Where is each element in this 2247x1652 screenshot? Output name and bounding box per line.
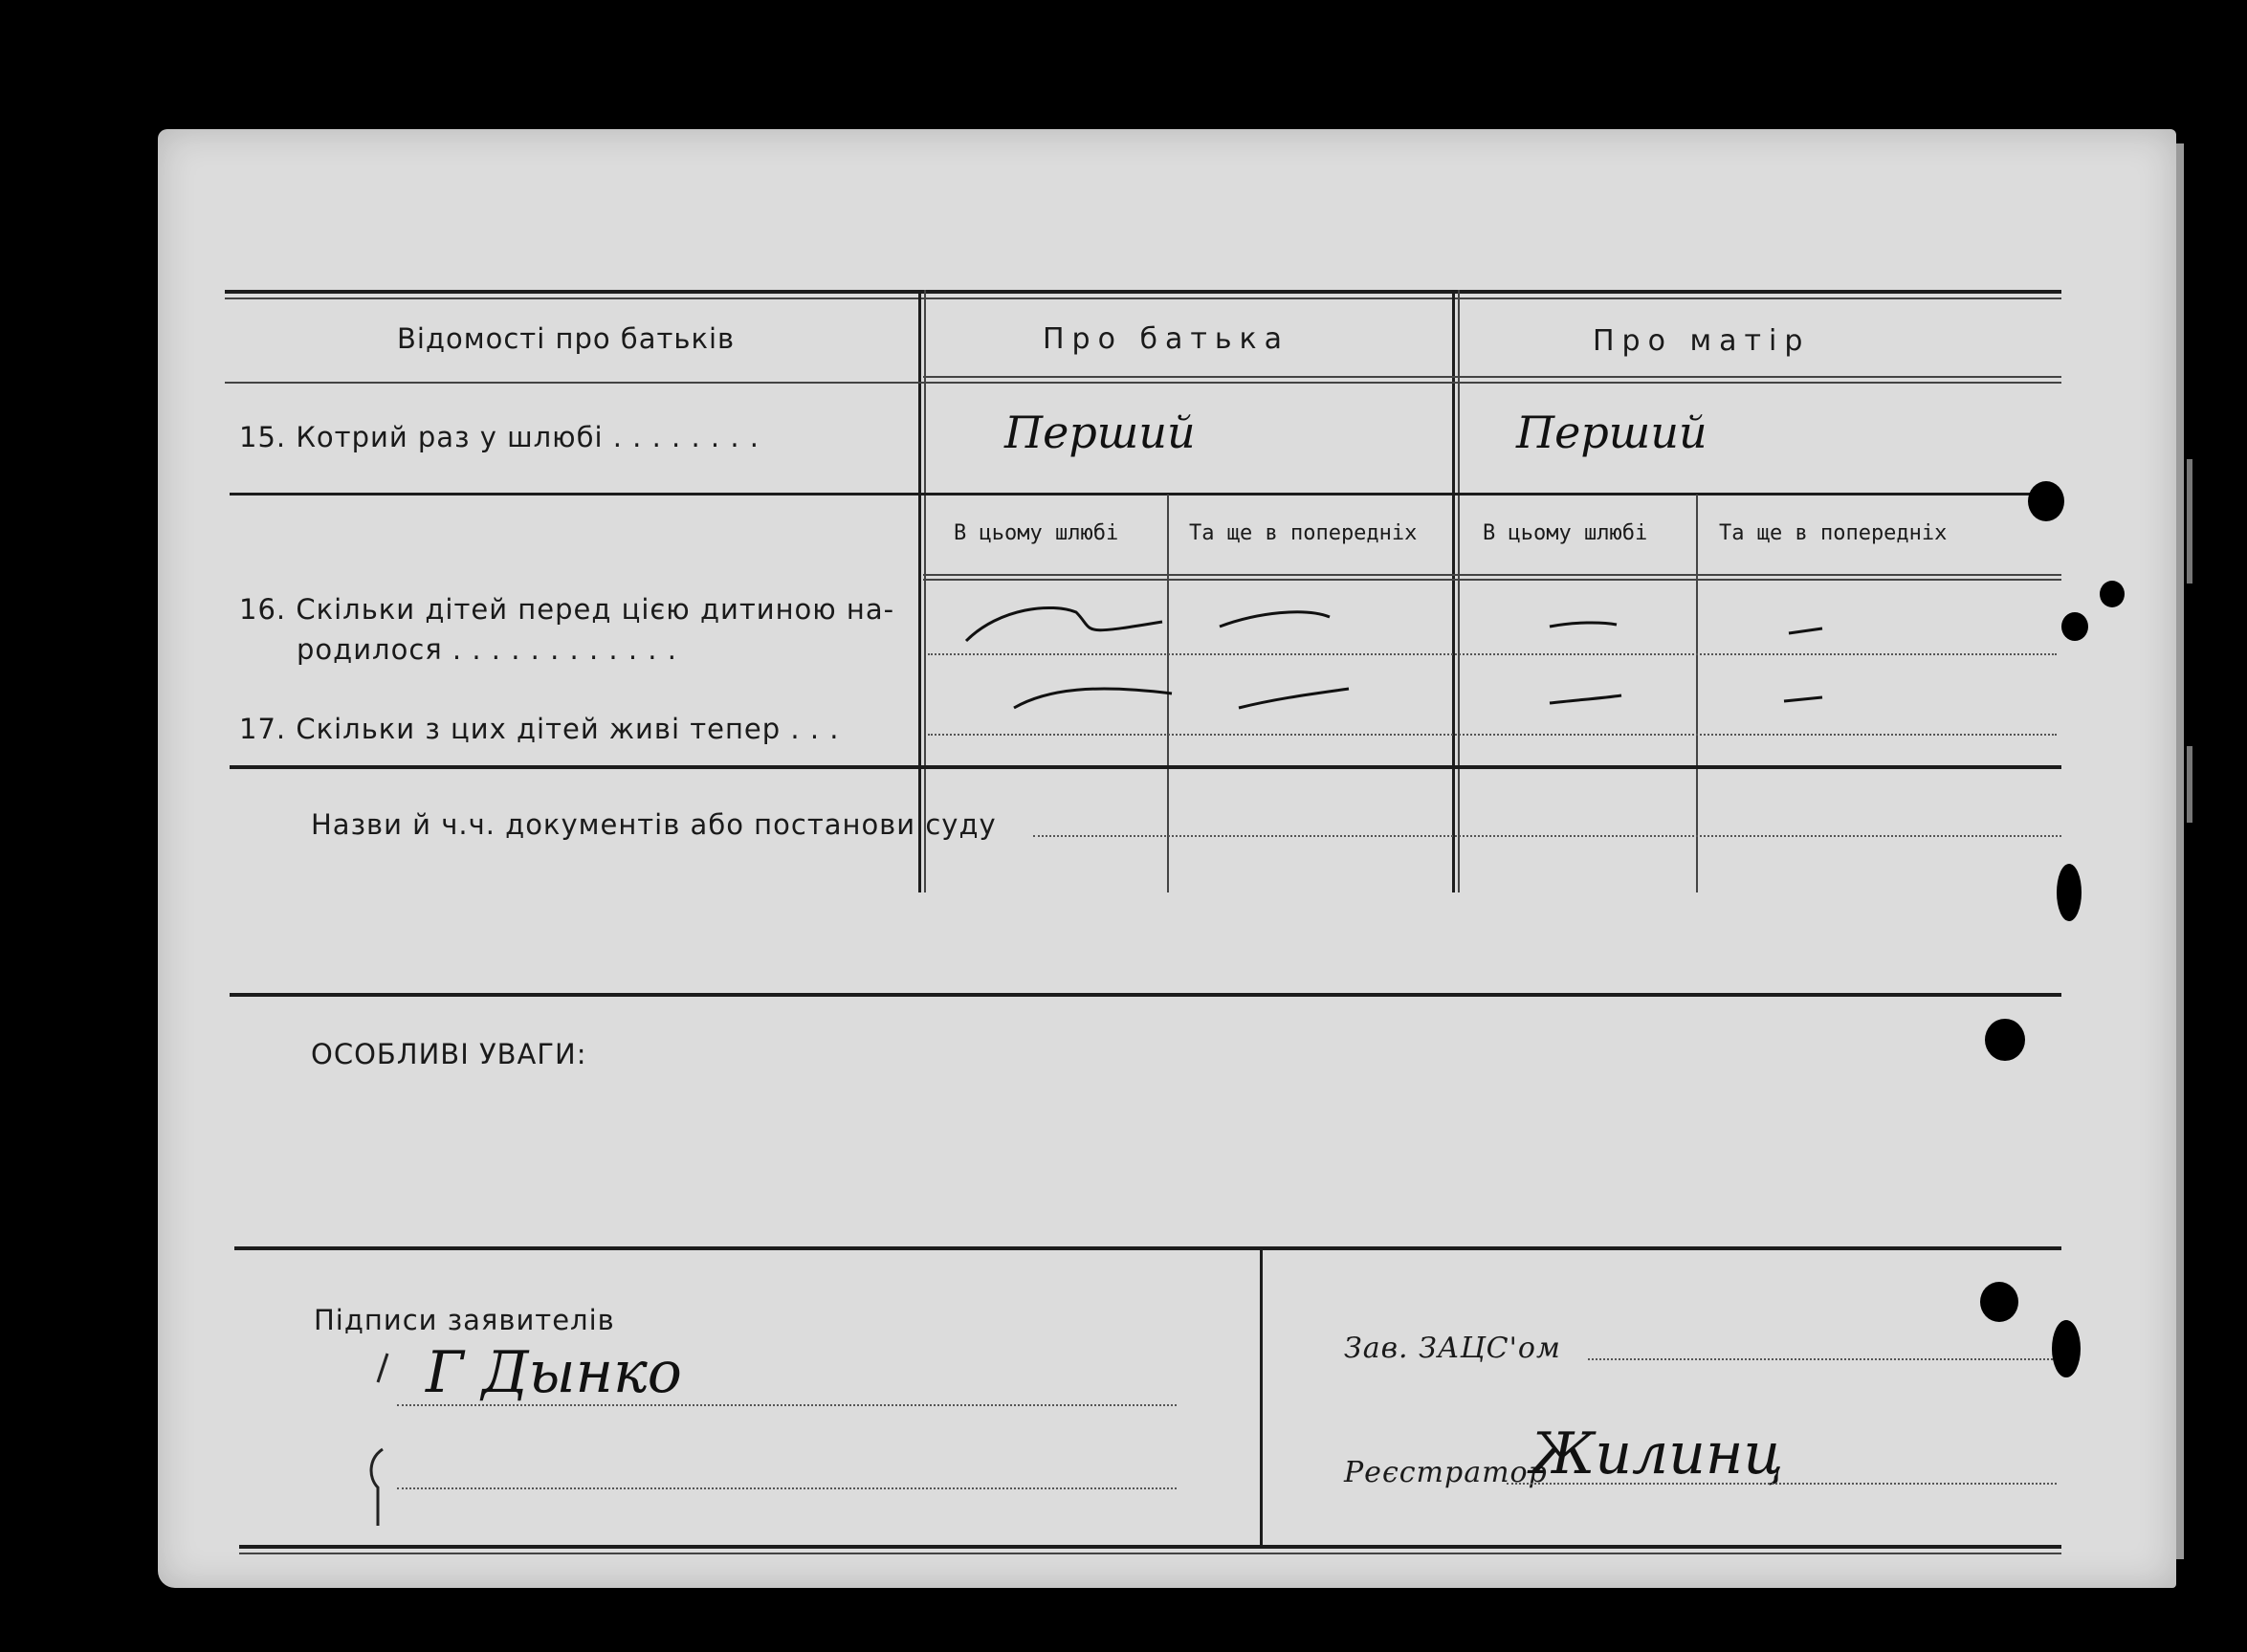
punch-hole [1980, 1282, 2018, 1322]
punch-hole [2052, 1320, 2081, 1377]
row17-bottom-rule [230, 765, 2061, 769]
row15-father-value: Перший [1004, 407, 1196, 458]
row15-label: 15. Котрий раз у шлюбі . . . . . . . . [239, 421, 760, 453]
applicants-label: Підписи заявителів [314, 1304, 615, 1336]
header-about-mother: Про матір [1593, 324, 1811, 358]
remarks-label: ОСОБЛИВІ УВАГИ: [311, 1038, 587, 1070]
signatures-top-rule [234, 1246, 2061, 1250]
sub-mother-this-marriage: В цьому шлюбі [1483, 521, 1648, 545]
row16-label-line1: 16. Скільки дітей перед цією дитиною на- [239, 593, 895, 626]
header-about-father: Про батька [1043, 322, 1290, 356]
registrar-signature-line [1507, 1483, 2057, 1485]
punch-hole [2100, 581, 2125, 607]
punch-hole [2057, 864, 2082, 921]
documents-dotted-line [1033, 835, 2061, 837]
page-edge [2187, 746, 2192, 823]
punch-hole [1985, 1019, 2025, 1061]
row16-row17-dash-marks [158, 129, 2176, 894]
sub-father-previous: Та ще в попередніх [1189, 521, 1418, 545]
bottom-rule [239, 1545, 2061, 1549]
form-sheet [158, 129, 2176, 1588]
row15-mother-value: Перший [1516, 407, 1707, 458]
punch-hole [2028, 481, 2064, 521]
page-edge [2187, 459, 2192, 584]
applicant-signature: Г Дынко [426, 1339, 682, 1406]
row16-label-line2: родилося . . . . . . . . . . . . [297, 633, 677, 666]
signatures-divider [1260, 1248, 1263, 1545]
head-of-registry-label: Зав. ЗАЦС'ом [1344, 1332, 1561, 1365]
row17-label: 17. Скільки з цих дітей живі тепер . . . [239, 713, 840, 745]
head-signature-line [1588, 1358, 2057, 1360]
page-edge [2176, 143, 2184, 1559]
sub-mother-previous: Та ще в попередніх [1719, 521, 1948, 545]
bottom-rule-inner [239, 1553, 2061, 1554]
header-parents-info: Відомості про батьків [397, 322, 736, 355]
registrar-label: Реєстратор [1344, 1456, 1548, 1489]
applicant-signature-line-1 [397, 1404, 1177, 1406]
sub-father-this-marriage: В цьому шлюбі [954, 521, 1119, 545]
punch-hole [2061, 612, 2088, 641]
documents-label: Назви й ч.ч. документів або постанови суду [311, 808, 997, 841]
applicant-brace [359, 1344, 407, 1535]
applicant-signature-line-2 [397, 1487, 1177, 1489]
remarks-top-rule [230, 993, 2061, 997]
registrar-signature: Жилинц [1531, 1421, 1784, 1487]
